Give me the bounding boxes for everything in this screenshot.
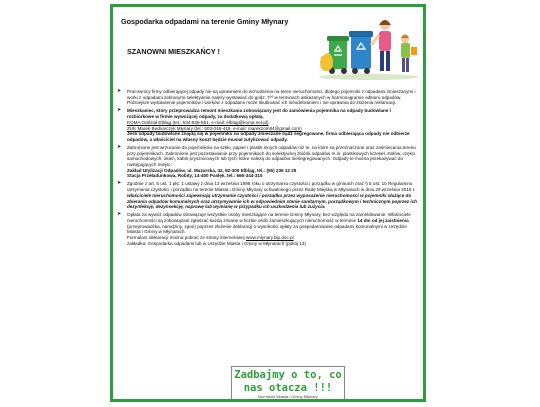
notice-body [117,89,417,249]
adult-figure-icon [371,20,391,71]
bullet-arrow-icon: ➤ [117,88,122,94]
notice-item [117,89,417,106]
paragraph-renovation-lead: Mieszkaniec, który przeprowadza remont mieszkania zobowiązany jest do zamówienia pojemnika na odpady budowlane i rozbiórkowe w firmie wywożącej odpady, za dodatkową opłatą. [127,108,391,120]
notice-page [110,4,426,402]
paragraph-sorting-rules: Zabronione jest wrzucanie do pojemników na szkło, papier i plastik innych odpadów niż te, na które są przeznaczone oraz zaśmiecania terenu przy pojemnikach. Zabronione jest pozostawianie przy pojemnikach do selektywnej zbiórki odpadów m.in. plastikowych krzeseł, stołów, części samochodowych, okien, kabin prysznicowych lub tych, które należą do odpadów niesegregowanych. Odpady te można przekazywać do następujących miejsc: [127,144,416,168]
slogan-box [231,366,345,402]
bullet-arrow-icon: ➤ [117,180,122,187]
bullet-arrow-icon: ➤ [117,143,122,150]
child-figure-icon [401,35,417,73]
notice-item [117,212,417,246]
address-robity-station: Stacja Przeładunkowa, Robity, 14-400 Pasłęk, tel.: 666-344-315 [127,173,263,179]
form-download-location: zakładka: Gospodarka odpadami lub w Urzędzie Miasta i Gminy w Młynarach (pokój 13) [127,240,306,246]
bullet-arrow-icon: ➤ [117,211,122,218]
page-title: Gospodarka odpadami na terenie Gminy Młynary [121,17,289,26]
bag-icon [320,53,333,71]
recycling-family-illustration [313,9,421,81]
page-subtitle: SZANOWNI MIESZKAŃCY ! [127,47,220,56]
paragraph-collection-time: Pracownicy firmy odbierającej odpady nie są uprawnieni do wchodzenia na teren nieruchomości, dlatego pojemniki z odpadami zmieszanymi i worki z odpadami zebranymi selektywnie należy wystawiać do godz. 7⁰⁰ w terminach wskazanych w harmonogramie odbioru odpadów. Późniejsze wystawienie pojemników i worków z odpadami może skutkować ich nieodebraniem i nie uprawnia do złożenia reklamacji. [127,89,416,106]
deadline-text: 14 dni od jej zaistnienia [357,217,409,223]
paragraph-renovation-warning: Jeśli odpady budowlane znajdą się w pojemniku na odpady zmieszane bądź segregowane, firma odbierająca odpady nie odbierze odpadów, a właściciel na własny koszt będzie musiał zutylizować odpady. [127,131,410,142]
address-zuo-elblag: Zakład Utylizacji Odpadów, ul. Mazurska, 42, 82-300 Elbląg, tel.: (55) 236 12 25 [127,167,297,173]
bullet-arrow-icon: ➤ [117,107,122,114]
notice-item [117,108,417,142]
blue-bin-icon [349,31,373,74]
signature-text: Burmistrz Miasta i Gminy Młynary [258,394,318,399]
bip-website-link[interactable]: www.mlynary.bip.doc.pl [245,235,294,241]
notice-item [117,181,417,210]
paragraph-legal-basis: Zgodnie z art. 5 ust. 1 pkt. 1 ustawy z dnia 13 września 1996 roku o utrzymaniu czystości i porządku w gminach oraz § 5 ust. 10 Regulaminu utrzymania czystości i porządku na terenie Miasta i Gminy Młynary uchwalonego przez Radę Miejską w Młynarach w dniu 29 września 2015 r. [127,181,416,193]
paragraph-fee-intro: Opłata za wywóz odpadów obowiązuje wszystkie osoby mieszkające na terenie Gminy Młynary, bez względu na zameldowanie. Właściciele nieruchomości są zobowiązani zgłaszać każdą zmianę w liczbie osób zamieszkujących nieruchomość w terminie [127,212,411,223]
slogan-text: Zadbajmy o to, co nas otacza !!! [234,369,342,394]
paragraph-owner-duties: właściciele nieruchomości zapewniają utrzymanie czystości i porządku przez wyposażenie nieruchomości w pojemniki służące do zbierania odpadów komunalnych oraz utrzymywanie ich w odpowiednim stanie sanitarnym, porządkowym i technicznym poprzez ich dezynfekcję, dezynsekcję, naprawę lub wymianę w przypadku ich uszkodzenia lub zużycia. [127,192,417,210]
form-download-text: Formularz deklaracji można pobrać ze strony internetowej [127,235,245,241]
notice-item [117,145,417,179]
company-zuk-link[interactable]: ZUK Marek Bednarczyk Młynary (tel.: 603-046-419, e-mail: marekzom84@gmail.com) [127,125,302,131]
company-koma-link[interactable]: KOMA Oddział Elbląg (tel.: 534-535-551, e-mail: elblag@koma.net.pl) [127,119,269,125]
paragraph-fee-declaration: (przeprowadzka, narodziny, zgon) poprzez złożenie deklaracji o wysokości opłaty za gospodarowanie odpadami komunalnymi w Urzędzie Miasta i Gminy w Młynarach. [127,223,407,235]
